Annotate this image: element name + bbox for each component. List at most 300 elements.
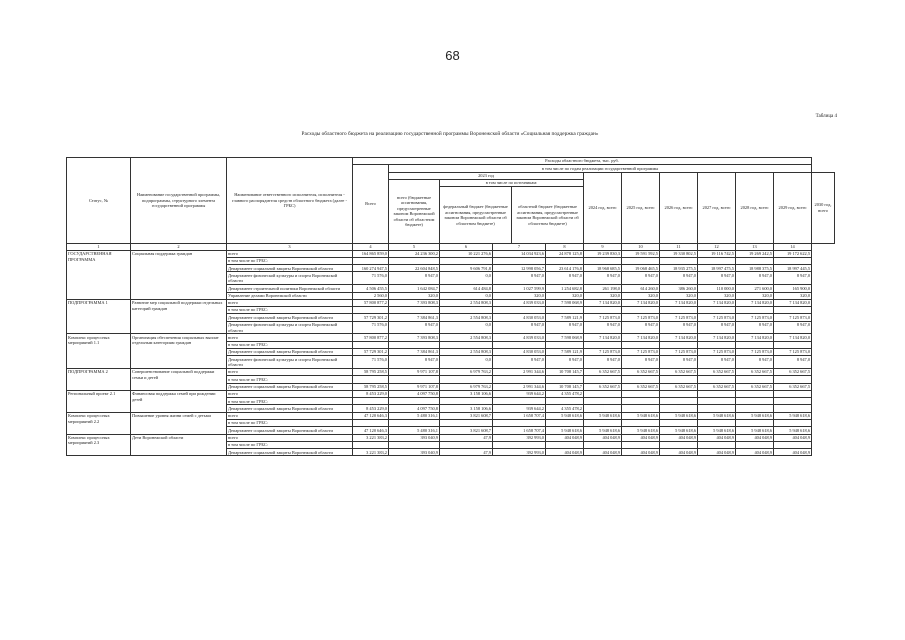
value-cell: 404 048,9 <box>546 449 584 456</box>
row-responsible: всего <box>227 250 353 257</box>
value-cell: 7 384 861,3 <box>389 314 440 321</box>
value-cell: 7 134 820,0 <box>584 299 622 306</box>
value-cell: 5 480 316,1 <box>389 412 440 419</box>
value-cell: 110 000,0 <box>698 285 736 292</box>
col-index: 5 <box>389 244 440 251</box>
header-year: 2027 год, всего <box>698 172 736 244</box>
value-cell <box>389 376 440 383</box>
value-cell: 7 125 873,0 <box>698 349 736 356</box>
value-cell: 71 576,0 <box>353 356 389 369</box>
value-cell: 392 993,0 <box>493 434 546 441</box>
value-cell: 8 947,0 <box>493 321 546 334</box>
header-2023-federal: федеральный бюджет (бюджетные ассигнования, предусмотренные законом Воронежской области об областном бюджете) <box>440 187 512 243</box>
value-cell <box>440 376 493 383</box>
value-cell: 939 644,2 <box>493 390 546 397</box>
value-cell <box>584 376 622 383</box>
row-responsible: Департамент социальной защиты Воронежской области <box>227 383 353 390</box>
value-cell: 0,0 <box>440 292 493 299</box>
value-cell: 8 947,0 <box>546 272 584 285</box>
value-cell: 6 352 667,5 <box>774 369 812 376</box>
value-cell: 939 644,2 <box>493 405 546 412</box>
value-cell <box>622 405 660 412</box>
value-cell: 261 198,0 <box>584 285 622 292</box>
value-cell <box>440 441 493 448</box>
value-cell <box>736 341 774 348</box>
value-cell: 18 997 445,5 <box>774 265 812 272</box>
value-cell: 393 040,9 <box>389 434 440 441</box>
value-cell <box>353 307 389 314</box>
value-cell: 5 948 618,6 <box>698 412 736 419</box>
value-cell: 614 260,0 <box>622 285 660 292</box>
value-cell: 57 729 301,2 <box>353 314 389 321</box>
table-header <box>67 158 835 251</box>
value-cell <box>493 420 546 427</box>
value-cell: 8 947,0 <box>774 321 812 334</box>
value-cell: 0,0 <box>440 356 493 369</box>
value-cell: 404 048,9 <box>736 434 774 441</box>
value-cell: 19 172 622,5 <box>774 250 812 257</box>
value-cell <box>736 420 774 427</box>
value-cell: 0,0 <box>440 321 493 334</box>
value-cell: 404 048,9 <box>774 434 812 441</box>
col-index: 4 <box>353 244 389 251</box>
value-cell: 8 947,0 <box>736 272 774 285</box>
value-cell <box>353 376 389 383</box>
value-cell: 164 865 859,0 <box>353 250 389 257</box>
row-responsible: Департамент социальной защиты Воронежской области <box>227 405 353 412</box>
value-cell: 5 480 316,1 <box>389 427 440 434</box>
row-program-name: Дети Воронежской области <box>131 434 227 456</box>
col-index: 7 <box>493 244 546 251</box>
value-cell: 4 839 033,0 <box>493 299 546 306</box>
value-cell: 320,0 <box>584 292 622 299</box>
header-year: 2024 год, всего <box>584 172 622 244</box>
value-cell <box>584 307 622 314</box>
value-cell: 10 221 276,6 <box>440 250 493 257</box>
value-cell: 5 948 618,6 <box>736 412 774 419</box>
header-by-years: в том числе по годам реализации государственной программы <box>389 165 812 172</box>
value-cell: 404 048,9 <box>698 434 736 441</box>
table-body <box>67 250 835 456</box>
value-cell: 9 606 791,8 <box>440 265 493 272</box>
header-year-2023: 2023 год <box>389 172 584 179</box>
value-cell: 5 948 618,6 <box>736 427 774 434</box>
value-cell: 320,0 <box>774 292 812 299</box>
value-cell <box>440 398 493 405</box>
header-including-sources: в том числе по источникам: <box>440 180 583 187</box>
value-cell <box>493 441 546 448</box>
value-cell: 6 352 667,5 <box>622 383 660 390</box>
value-cell: 3 158 106,6 <box>440 405 493 412</box>
value-cell: 3 821 608,7 <box>440 427 493 434</box>
value-cell: 320,0 <box>660 292 698 299</box>
row-responsible: в том числе по ГРБС: <box>227 341 353 348</box>
row-responsible: в том числе по ГРБС: <box>227 257 353 264</box>
value-cell: 47 120 646,3 <box>353 427 389 434</box>
header-2023-total: всего (бюджетные ассигнования, предусмотренные законом Воронежской области об областном бюджете) <box>389 179 440 243</box>
value-cell: 2 554 808,3 <box>440 334 493 341</box>
value-cell <box>774 398 812 405</box>
value-cell: 4 830 053,0 <box>493 349 546 356</box>
value-cell <box>660 441 698 448</box>
value-cell <box>622 420 660 427</box>
value-cell: 57 800 877,2 <box>353 299 389 306</box>
value-cell: 7 393 808,3 <box>389 299 440 306</box>
value-cell: 404 048,9 <box>622 449 660 456</box>
value-cell <box>622 341 660 348</box>
value-cell: 19 269 242,5 <box>736 250 774 257</box>
value-cell <box>698 376 736 383</box>
value-cell: 160 274 947,5 <box>353 265 389 272</box>
value-cell: 24 236 300,2 <box>389 250 440 257</box>
value-cell <box>493 376 546 383</box>
row-status: Комплекс процессных мероприятий 1.1 <box>67 334 131 369</box>
table-row <box>67 334 835 341</box>
value-cell <box>698 390 736 397</box>
value-cell: 5 948 618,6 <box>546 427 584 434</box>
value-cell: 5 948 618,6 <box>774 427 812 434</box>
value-cell <box>546 307 584 314</box>
value-cell: 18 968 685,5 <box>584 265 622 272</box>
row-status: ПОДПРОГРАММА 2 <box>67 369 131 391</box>
value-cell: 320,0 <box>698 292 736 299</box>
value-cell: 392 993,0 <box>493 449 546 456</box>
header-2023-regional: областной бюджет (бюджетные ассигнования, предусмотренные законом Воронежской области об областном бюджете) <box>516 204 579 226</box>
header-year: 2029 год, всего <box>774 172 812 244</box>
value-cell: 19 116 742,5 <box>698 250 736 257</box>
value-cell: 7 125 873,0 <box>736 349 774 356</box>
value-cell <box>389 420 440 427</box>
value-cell <box>584 390 622 397</box>
value-cell: 8 947,0 <box>389 321 440 334</box>
row-responsible: всего <box>227 434 353 441</box>
value-cell <box>622 257 660 264</box>
value-cell <box>493 257 546 264</box>
table-row <box>67 250 835 257</box>
value-cell: 57 729 301,2 <box>353 349 389 356</box>
value-cell: 4 355 478,2 <box>546 405 584 412</box>
value-cell: 3 221 383,2 <box>353 434 389 441</box>
value-cell <box>660 398 698 405</box>
value-cell: 614 484,8 <box>440 285 493 292</box>
row-responsible: всего <box>227 412 353 419</box>
value-cell <box>774 390 812 397</box>
value-cell <box>774 405 812 412</box>
row-program-name: Повышение уровня жизни семей с детьми <box>131 412 227 434</box>
value-cell: 7 134 820,0 <box>774 334 812 341</box>
value-cell: 2 554 808,3 <box>440 314 493 321</box>
value-cell: 5 948 618,6 <box>698 427 736 434</box>
value-cell: 22 604 848,5 <box>389 265 440 272</box>
value-cell <box>698 398 736 405</box>
row-responsible: Департамент социальной защиты Воронежской области <box>227 449 353 456</box>
value-cell <box>622 441 660 448</box>
value-cell: 7 134 820,0 <box>698 299 736 306</box>
value-cell: 18 997 475,5 <box>698 265 736 272</box>
table-title: Расходы областного бюджета на реализацию государственной программы Воронежской области «Социальная поддержка граждан» <box>301 131 599 137</box>
value-cell <box>698 441 736 448</box>
value-cell <box>440 257 493 264</box>
value-cell: 404 048,9 <box>622 434 660 441</box>
value-cell: 10 708 145,7 <box>546 369 584 376</box>
value-cell: 7 125 873,0 <box>698 314 736 321</box>
row-status: ГОСУДАРСТВЕННАЯ ПРОГРАММА <box>67 250 131 299</box>
value-cell: 5 948 618,6 <box>622 427 660 434</box>
value-cell: 9 971 107,8 <box>389 369 440 376</box>
value-cell: 57 800 877,2 <box>353 334 389 341</box>
row-responsible: Департамент социальной защиты Воронежской области <box>227 427 353 434</box>
value-cell: 320,0 <box>493 292 546 299</box>
col-index: 6 <box>440 244 493 251</box>
col-index: 1 <box>67 244 131 251</box>
value-cell <box>736 441 774 448</box>
value-cell: 8 947,0 <box>584 321 622 334</box>
value-cell: 8 947,0 <box>660 321 698 334</box>
table-row <box>67 434 835 441</box>
value-cell: 7 125 873,0 <box>660 314 698 321</box>
value-cell: 8 947,0 <box>622 356 660 369</box>
page-number: 68 <box>445 48 460 63</box>
value-cell: 8 947,0 <box>584 272 622 285</box>
value-cell: 8 947,0 <box>493 272 546 285</box>
value-cell: 6 352 667,5 <box>584 383 622 390</box>
value-cell <box>698 405 736 412</box>
value-cell <box>584 341 622 348</box>
value-cell: 2 991 344,6 <box>493 383 546 390</box>
value-cell: 1 254 682,8 <box>546 285 584 292</box>
table-row <box>67 299 835 306</box>
value-cell: 404 048,9 <box>660 434 698 441</box>
value-cell <box>440 341 493 348</box>
value-cell: 5 948 618,6 <box>584 427 622 434</box>
value-cell: 23 614 176,8 <box>546 265 584 272</box>
row-responsible: Департамент социальной защиты Воронежской области <box>227 265 353 272</box>
value-cell: 7 589 121,9 <box>546 314 584 321</box>
header-total: Всего <box>353 165 389 244</box>
value-cell: 4 355 478,2 <box>546 390 584 397</box>
value-cell: 8 947,0 <box>774 272 812 285</box>
value-cell: 12 998 056,7 <box>493 265 546 272</box>
value-cell <box>546 441 584 448</box>
value-cell: 19 330 802,5 <box>660 250 698 257</box>
value-cell: 7 134 820,0 <box>660 334 698 341</box>
value-cell: 10 708 145,7 <box>546 383 584 390</box>
value-cell: 8 947,0 <box>774 356 812 369</box>
value-cell: 8 947,0 <box>546 321 584 334</box>
value-cell <box>584 405 622 412</box>
value-cell: 2 554 808,3 <box>440 349 493 356</box>
value-cell <box>493 307 546 314</box>
value-cell: 7 125 873,0 <box>622 314 660 321</box>
header-year: 2026 год, всего <box>660 172 698 244</box>
value-cell: 4 506 455,5 <box>353 285 389 292</box>
row-responsible: всего <box>227 390 353 397</box>
table-row <box>67 369 835 376</box>
header-year: 2025 год, всего <box>622 172 660 244</box>
row-responsible: Департамент физической культуры и спорта Воронежской области <box>227 272 353 285</box>
value-cell <box>736 398 774 405</box>
row-responsible: всего <box>227 299 353 306</box>
value-cell <box>584 398 622 405</box>
value-cell: 19 591 592,5 <box>622 250 660 257</box>
value-cell: 8 947,0 <box>622 321 660 334</box>
value-cell: 58 795 258,5 <box>353 383 389 390</box>
value-cell: 404 048,9 <box>736 449 774 456</box>
value-cell <box>584 257 622 264</box>
col-index: 11 <box>660 244 698 251</box>
row-status: Комплекс процессных мероприятий 2.3 <box>67 434 131 456</box>
row-responsible: в том числе по ГРБС: <box>227 441 353 448</box>
value-cell: 7 384 861,3 <box>389 349 440 356</box>
value-cell: 2 554 808,3 <box>440 299 493 306</box>
col-index: 2 <box>131 244 227 251</box>
value-cell <box>736 376 774 383</box>
row-program-name: Социальная поддержка граждан <box>131 250 227 299</box>
value-cell: 8 947,0 <box>698 272 736 285</box>
value-cell: 24 878 125,8 <box>546 250 584 257</box>
table-row <box>67 412 835 419</box>
value-cell <box>584 420 622 427</box>
value-cell <box>660 390 698 397</box>
value-cell: 71 576,0 <box>353 272 389 285</box>
value-cell: 7 125 873,0 <box>584 314 622 321</box>
value-cell <box>493 341 546 348</box>
value-cell <box>736 390 774 397</box>
row-responsible: Департамент строительной политики Воронежской области <box>227 285 353 292</box>
header-year: 2030 год, всего <box>812 172 835 244</box>
value-cell <box>774 376 812 383</box>
value-cell: 7 134 820,0 <box>622 334 660 341</box>
value-cell: 6 352 667,5 <box>736 383 774 390</box>
table-number-label: Таблица 4 <box>815 114 837 119</box>
value-cell <box>353 341 389 348</box>
value-cell: 404 048,9 <box>660 449 698 456</box>
value-cell: 5 948 618,6 <box>584 412 622 419</box>
value-cell <box>660 341 698 348</box>
value-cell: 18 988 375,5 <box>736 265 774 272</box>
row-program-name: Совершенствование социальной поддержки семьи и детей <box>131 369 227 391</box>
value-cell: 404 048,9 <box>546 434 584 441</box>
value-cell <box>546 420 584 427</box>
value-cell <box>660 405 698 412</box>
value-cell: 7 134 820,0 <box>736 334 774 341</box>
header-responsible: Наименование ответственного исполнителя, исполнителя - главного распорядителя средств областного бюджета (далее - ГРБС) <box>227 158 353 244</box>
value-cell <box>353 398 389 405</box>
value-cell <box>389 257 440 264</box>
value-cell: 7 134 820,0 <box>622 299 660 306</box>
value-cell <box>353 257 389 264</box>
value-cell: 393 040,9 <box>389 449 440 456</box>
value-cell: 404 048,9 <box>774 449 812 456</box>
value-cell: 5 948 618,6 <box>660 412 698 419</box>
header-status: Статус, № <box>67 158 131 244</box>
value-cell: 7 125 873,0 <box>774 314 812 321</box>
header-budget: Расходы областного бюджета, тыс. руб. <box>353 158 812 165</box>
value-cell <box>389 341 440 348</box>
value-cell: 6 352 667,5 <box>698 383 736 390</box>
value-cell <box>736 257 774 264</box>
value-cell: 165 900,0 <box>774 285 812 292</box>
value-cell <box>660 257 698 264</box>
value-cell <box>660 376 698 383</box>
value-cell: 8 453 229,0 <box>353 405 389 412</box>
value-cell: 8 947,0 <box>584 356 622 369</box>
budget-table <box>66 157 835 456</box>
row-responsible: в том числе по ГРБС: <box>227 420 353 427</box>
value-cell: 320,0 <box>736 292 774 299</box>
value-cell <box>736 405 774 412</box>
value-cell <box>698 420 736 427</box>
value-cell: 6 352 667,5 <box>584 369 622 376</box>
value-cell: 4 839 033,0 <box>493 334 546 341</box>
value-cell <box>546 257 584 264</box>
value-cell <box>774 441 812 448</box>
value-cell: 5 948 618,6 <box>774 412 812 419</box>
value-cell: 8 947,0 <box>546 356 584 369</box>
row-responsible: в том числе по ГРБС: <box>227 398 353 405</box>
row-program-name: Финансовая поддержка семей при рождении детей <box>131 390 227 412</box>
value-cell: 2 991 344,6 <box>493 369 546 376</box>
value-cell: 271 600,0 <box>736 285 774 292</box>
value-cell: 404 048,9 <box>698 449 736 456</box>
value-cell: 6 979 763,2 <box>440 383 493 390</box>
value-cell: 6 352 667,5 <box>622 369 660 376</box>
value-cell <box>698 341 736 348</box>
value-cell <box>353 441 389 448</box>
value-cell <box>660 307 698 314</box>
value-cell <box>440 420 493 427</box>
value-cell: 7 125 873,0 <box>774 349 812 356</box>
value-cell: 6 352 667,5 <box>736 369 774 376</box>
value-cell: 3 821 608,7 <box>440 412 493 419</box>
value-cell <box>622 390 660 397</box>
value-cell: 1 027 599,9 <box>493 285 546 292</box>
value-cell: 2 560,0 <box>353 292 389 299</box>
value-cell: 7 134 820,0 <box>698 334 736 341</box>
value-cell: 5 948 618,6 <box>660 427 698 434</box>
row-program-name: Организация обеспечения социальных выплат отдельным категориям граждан <box>131 334 227 369</box>
col-index: 9 <box>584 244 622 251</box>
value-cell: 7 125 873,0 <box>736 314 774 321</box>
row-responsible: в том числе по ГРБС: <box>227 307 353 314</box>
value-cell: 404 048,9 <box>584 434 622 441</box>
value-cell: 8 947,0 <box>622 272 660 285</box>
value-cell: 7 393 808,3 <box>389 334 440 341</box>
col-index: 14 <box>774 244 812 251</box>
value-cell: 5 948 618,6 <box>546 412 584 419</box>
row-responsible: Департамент социальной защиты Воронежской области <box>227 349 353 356</box>
value-cell: 7 134 820,0 <box>584 334 622 341</box>
value-cell: 1 658 707,4 <box>493 427 546 434</box>
value-cell: 3 158 106,6 <box>440 390 493 397</box>
value-cell: 47 120 646,3 <box>353 412 389 419</box>
value-cell <box>546 398 584 405</box>
value-cell: 320,0 <box>622 292 660 299</box>
value-cell: 7 598 068,9 <box>546 334 584 341</box>
value-cell <box>698 257 736 264</box>
value-cell <box>774 257 812 264</box>
value-cell: 1 642 084,7 <box>389 285 440 292</box>
header-program-name: Наименование государственной программы, подпрограммы, структурного элемента государственной программы <box>131 158 227 244</box>
value-cell: 7 598 068,9 <box>546 299 584 306</box>
value-cell <box>546 341 584 348</box>
value-cell: 58 795 258,5 <box>353 369 389 376</box>
value-cell: 8 947,0 <box>660 356 698 369</box>
value-cell: 7 134 820,0 <box>736 299 774 306</box>
value-cell: 320,0 <box>546 292 584 299</box>
value-cell <box>698 307 736 314</box>
value-cell <box>660 420 698 427</box>
